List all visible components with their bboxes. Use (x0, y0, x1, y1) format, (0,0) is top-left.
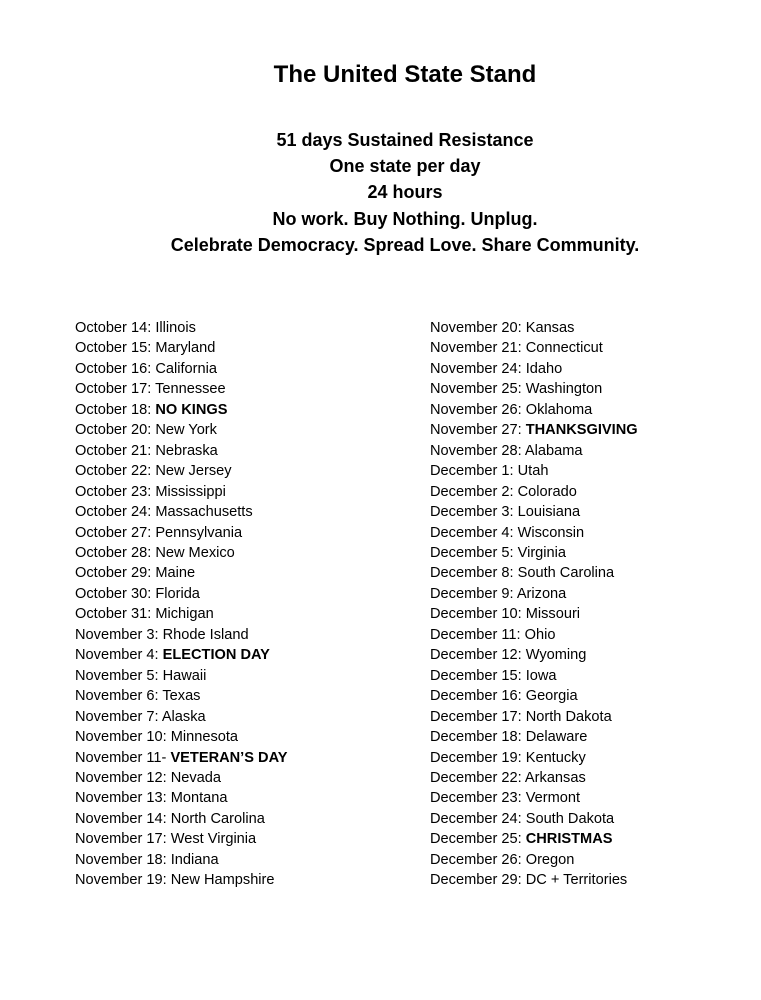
schedule-separator: : (517, 872, 526, 889)
schedule-date: October 14 (75, 320, 148, 336)
schedule-date: November 20 (430, 320, 518, 336)
schedule-separator: : (517, 851, 526, 868)
schedule-date: November 6 (75, 688, 155, 705)
schedule-row (430, 400, 638, 420)
schedule-separator: : (517, 769, 525, 786)
schedule-state: California (155, 360, 217, 377)
schedule-state: Alaska (161, 708, 206, 725)
schedule-state: Wyoming (525, 647, 587, 664)
schedule-state: Utah (517, 463, 549, 480)
schedule-separator: : (516, 626, 525, 643)
schedule-date: October 23 (75, 483, 148, 500)
schedule-date: December 23 (430, 790, 518, 807)
schedule-row (75, 850, 288, 870)
schedule-row (75, 461, 288, 481)
schedule-date: November 19 (75, 872, 163, 889)
schedule-separator: : (154, 688, 163, 705)
schedule-row (75, 645, 288, 665)
schedule-separator: : (154, 626, 163, 643)
schedule-date: November 11 (75, 749, 162, 766)
schedule-separator: : (147, 442, 156, 459)
schedule-row (430, 379, 638, 399)
schedule-separator: : (517, 320, 526, 336)
schedule-row (430, 584, 638, 604)
schedule-row (430, 441, 638, 461)
schedule-state: Michigan (155, 606, 214, 623)
schedule-row (430, 482, 638, 502)
schedule-state: Wisconsin (517, 524, 585, 541)
schedule-separator: : (509, 524, 518, 541)
schedule-date: November 17 (75, 831, 163, 848)
schedule-separator: : (517, 606, 526, 623)
schedule-row (75, 482, 288, 502)
schedule-separator: : (162, 729, 171, 746)
subtitle-line: 24 hours (367, 182, 443, 203)
schedule-date: December 10 (430, 606, 518, 623)
schedule-state: Maine (155, 565, 196, 582)
schedule-state: Indiana (170, 851, 219, 868)
schedule-date: November 26 (430, 401, 518, 418)
schedule-state: Iowa (525, 667, 557, 684)
schedule-row (430, 788, 638, 808)
schedule-state: Florida (155, 585, 200, 602)
schedule-row (430, 604, 638, 624)
schedule-state: South Carolina (517, 565, 615, 582)
schedule-state: New York (155, 422, 217, 439)
schedule-date: December 2 (430, 483, 510, 500)
schedule-state: Texas (162, 688, 201, 705)
schedule-date: November 5 (75, 667, 155, 684)
schedule-date: October 15 (75, 340, 148, 357)
schedule-separator: : (147, 504, 156, 521)
schedule-date: November 21 (430, 340, 518, 357)
schedule-separator: : (147, 463, 156, 480)
schedule-state: Massachusetts (155, 504, 253, 521)
schedule-separator: : (517, 749, 526, 766)
schedule-state: Delaware (525, 729, 588, 746)
schedule-separator: : (517, 422, 526, 439)
schedule-separator: : (517, 401, 526, 418)
schedule-row (75, 543, 288, 563)
schedule-row (75, 829, 288, 849)
schedule-row (75, 707, 288, 727)
schedule-row (430, 666, 638, 686)
subtitle-block (0, 127, 761, 258)
schedule-event-highlight: CHRISTMAS (525, 831, 613, 848)
schedule-state: New Jersey (155, 463, 232, 480)
schedule-separator: : (517, 360, 526, 377)
schedule-date: December 22 (430, 769, 518, 786)
schedule-date: December 12 (430, 647, 518, 664)
schedule-separator: : (162, 851, 171, 868)
subtitle-line: One state per day (329, 156, 481, 177)
schedule-date: November 12 (75, 769, 163, 786)
schedule-row (75, 748, 288, 768)
schedule-state: Maryland (155, 340, 216, 357)
schedule-state: Kentucky (525, 749, 586, 766)
schedule-date: October 22 (75, 463, 148, 480)
schedule-date: October 24 (75, 504, 148, 521)
schedule-separator: : (147, 360, 156, 377)
schedule-state: Illinois (155, 320, 196, 336)
schedule-date: December 19 (430, 749, 518, 766)
schedule-separator: : (517, 729, 526, 746)
schedule-row (75, 809, 288, 829)
schedule-separator: : (162, 810, 171, 827)
schedule-date: November 7 (75, 708, 155, 725)
schedule-right-column (430, 318, 638, 891)
schedule-state: Oregon (525, 851, 575, 868)
schedule-state: West Virginia (170, 831, 257, 848)
schedule-state: Arizona (516, 585, 567, 602)
schedule-state: Connecticut (525, 340, 603, 357)
schedule-state: Alabama (524, 442, 583, 459)
schedule-date: December 18 (430, 729, 518, 746)
schedule-row (430, 338, 638, 358)
schedule-separator: : (147, 483, 156, 500)
schedule-event-highlight: VETERAN’S DAY (170, 749, 288, 766)
schedule-state: New Mexico (155, 544, 235, 561)
schedule-state: Oklahoma (525, 401, 593, 418)
schedule-state: Virginia (517, 544, 567, 561)
schedule-state: Nevada (170, 769, 222, 786)
schedule-row (75, 788, 288, 808)
schedule-state: Kansas (525, 320, 575, 336)
schedule-state: Arkansas (524, 769, 586, 786)
schedule-state: New Hampshire (170, 872, 275, 889)
schedule-separator: : (154, 708, 162, 725)
schedule-date: November 3 (75, 626, 155, 643)
schedule-state: Colorado (517, 483, 577, 500)
schedule-date: December 17 (430, 708, 518, 725)
schedule-row (430, 768, 638, 788)
schedule-date: October 30 (75, 585, 148, 602)
schedule-row (75, 666, 288, 686)
schedule-state: Rhode Island (162, 626, 249, 643)
schedule-date: November 18 (75, 851, 163, 868)
schedule-separator: : (162, 790, 171, 807)
schedule-date: December 3 (430, 504, 510, 521)
subtitle-line: 51 days Sustained Resistance (276, 130, 534, 150)
schedule-separator: : (517, 340, 526, 357)
schedule-separator: : (517, 708, 526, 725)
schedule-separator: - (161, 749, 171, 766)
schedule-state: Ohio (524, 626, 556, 643)
schedule-event-highlight: ELECTION DAY (162, 647, 270, 664)
schedule-date: November 27 (430, 422, 518, 439)
schedule-state: Hawaii (162, 667, 207, 684)
schedule-row (430, 359, 638, 379)
subtitle-line: No work. Buy Nothing. Unplug. (272, 208, 538, 229)
schedule-date: December 8 (430, 565, 510, 582)
schedule-row (430, 420, 638, 440)
schedule-date: December 29 (430, 872, 518, 889)
schedule-date: October 16 (75, 360, 148, 377)
schedule-date: October 29 (75, 565, 148, 582)
schedule-state: South Dakota (525, 810, 615, 827)
schedule-row (430, 502, 638, 522)
schedule-row (430, 748, 638, 768)
schedule-date: December 5 (430, 544, 510, 561)
schedule-row (430, 727, 638, 747)
schedule-date: November 28 (430, 442, 518, 459)
schedule-state: Montana (170, 790, 228, 807)
schedule-separator: : (147, 381, 156, 398)
schedule-date: October 17 (75, 381, 148, 398)
schedule-row (75, 625, 288, 645)
schedule-row (75, 686, 288, 706)
schedule-state: Vermont (525, 790, 581, 807)
schedule-left-column (75, 318, 288, 891)
page-title: The United State Stand (273, 61, 537, 88)
schedule-row (75, 420, 288, 440)
schedule-state: Missouri (525, 606, 581, 623)
schedule-separator: : (147, 544, 156, 561)
schedule-row (430, 563, 638, 583)
schedule-date: December 1 (430, 463, 510, 480)
schedule-state: Pennsylvania (155, 524, 243, 541)
schedule-event-highlight: THANKSGIVING (525, 422, 638, 439)
schedule-row (430, 523, 638, 543)
schedule-state: Tennessee (155, 381, 226, 398)
schedule-row (430, 686, 638, 706)
schedule-row (430, 870, 638, 890)
schedule-date: December 11 (430, 626, 517, 643)
schedule-separator: : (517, 790, 526, 807)
schedule-state: DC + Territories (525, 872, 628, 889)
schedule-separator: : (509, 585, 517, 602)
schedule-state: Idaho (525, 360, 563, 377)
schedule-separator: : (517, 831, 526, 848)
schedule-row (75, 359, 288, 379)
schedule-row (75, 502, 288, 522)
schedule-date: November 13 (75, 790, 163, 807)
schedule-separator: : (162, 831, 171, 848)
schedule-separator: : (147, 606, 156, 623)
schedule-separator: : (147, 320, 156, 336)
schedule-date: November 25 (430, 381, 518, 398)
schedule-date: November 24 (430, 360, 518, 377)
schedule-separator: : (147, 401, 156, 418)
schedule-date: December 9 (430, 585, 510, 602)
schedule-state: North Dakota (525, 708, 612, 725)
schedule-row (430, 809, 638, 829)
schedule-date: October 18 (75, 401, 148, 418)
schedule-row (75, 584, 288, 604)
schedule-date: November 14 (75, 810, 163, 827)
schedule-date: October 31 (75, 606, 148, 623)
schedule-date: October 28 (75, 544, 148, 561)
schedule-state: North Carolina (170, 810, 265, 827)
schedule-separator: : (162, 769, 171, 786)
schedule-row (430, 543, 638, 563)
schedule-separator: : (517, 667, 526, 684)
schedule-row (430, 318, 638, 338)
schedule-row (75, 441, 288, 461)
schedule-row (75, 318, 288, 338)
schedule-date: October 20 (75, 422, 148, 439)
schedule-date: December 16 (430, 688, 518, 705)
subtitle-line: Celebrate Democracy. Spread Love. Share Community. (170, 234, 640, 255)
schedule-row (75, 523, 288, 543)
schedule-separator: : (147, 524, 156, 541)
schedule-date: December 24 (430, 810, 518, 827)
schedule-date: December 26 (430, 851, 518, 868)
schedule-state: Nebraska (155, 442, 218, 459)
schedule-separator: : (517, 688, 526, 705)
schedule-row (75, 768, 288, 788)
schedule-separator: : (509, 544, 518, 561)
schedule-date: December 4 (430, 524, 510, 541)
schedule-row (75, 400, 288, 420)
schedule-separator: : (162, 872, 171, 889)
schedule-date: October 21 (75, 442, 148, 459)
schedule-separator: : (147, 585, 156, 602)
schedule-separator: : (147, 340, 156, 357)
schedule-separator: : (154, 667, 163, 684)
schedule-separator: : (509, 463, 518, 480)
schedule-date: October 27 (75, 524, 148, 541)
schedule-row (75, 870, 288, 890)
schedule-row (75, 338, 288, 358)
schedule-row (75, 604, 288, 624)
schedule-state: Washington (525, 381, 603, 398)
schedule-state: Louisiana (517, 504, 581, 521)
schedule-row (75, 379, 288, 399)
schedule-state: Mississippi (155, 483, 226, 500)
schedule-separator: : (509, 483, 518, 500)
schedule-date: November 4 (75, 647, 155, 664)
schedule-row (75, 563, 288, 583)
schedule-separator: : (517, 647, 526, 664)
schedule-date: November 10 (75, 729, 163, 746)
schedule-separator: : (517, 810, 526, 827)
schedule-separator: : (509, 565, 518, 582)
schedule-row (75, 727, 288, 747)
schedule-separator: : (509, 504, 518, 521)
schedule-row (430, 850, 638, 870)
schedule-separator: : (517, 442, 525, 459)
schedule-row (430, 707, 638, 727)
schedule-separator: : (147, 422, 156, 439)
schedule-row (430, 461, 638, 481)
schedule-date: December 25 (430, 831, 518, 848)
schedule-separator: : (517, 381, 526, 398)
schedule-separator: : (147, 565, 156, 582)
schedule-event-highlight: NO KINGS (155, 401, 228, 418)
schedule-state: Georgia (525, 688, 578, 705)
schedule-row (430, 625, 638, 645)
schedule-row (430, 645, 638, 665)
schedule-row (430, 829, 638, 849)
schedule-separator: : (154, 647, 163, 664)
schedule-date: December 15 (430, 667, 518, 684)
schedule-state: Minnesota (170, 729, 239, 746)
